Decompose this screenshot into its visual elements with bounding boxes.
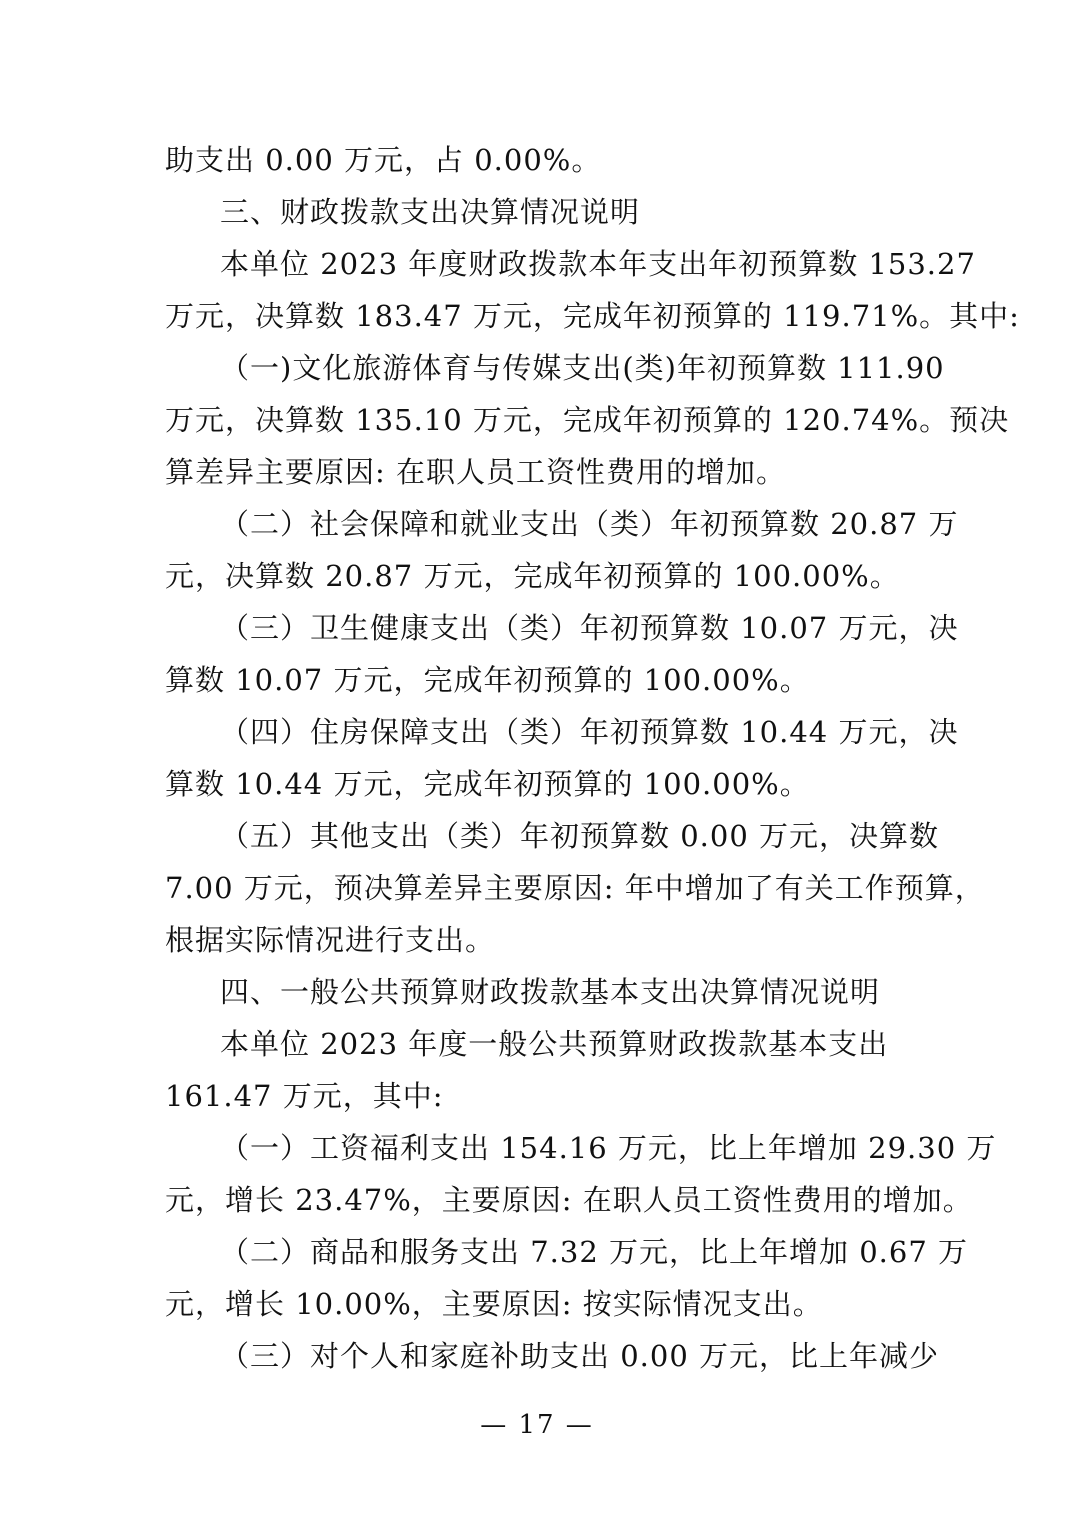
text-line-14: （五）其他支出（类）年初预算数 0.00 万元，决算数 [220, 819, 940, 853]
section-heading-3: 三、财政拨款支出决算情况说明 [220, 195, 641, 229]
text-line-19: 161.47 万元，其中: [165, 1079, 444, 1113]
text-line-6: 万元，决算数 135.10 万元，完成年初预算的 120.74%。预决 [165, 403, 1010, 437]
text-line-16: 根据实际情况进行支出。 [165, 923, 496, 957]
text-line-22: （二）商品和服务支出 7.32 万元，比上年增加 0.67 万 [220, 1235, 969, 1269]
page-number: — 17 — [480, 1410, 594, 1440]
text-line-4: 万元，决算数 183.47 万元，完成年初预算的 119.71%。其中: [165, 299, 1020, 333]
text-line-5: （一)文化旅游体育与传媒支出(类)年初预算数 111.90 [220, 351, 945, 385]
text-line-12: （四）住房保障支出（类）年初预算数 10.44 万元，决 [220, 715, 959, 749]
text-line-15: 7.00 万元，预决算差异主要原因: 年中增加了有关工作预算， [165, 871, 985, 905]
text-line-23: 元，增长 10.00%，主要原因: 按实际情况支出。 [165, 1287, 823, 1321]
text-line-10: （三）卫生健康支出（类）年初预算数 10.07 万元，决 [220, 611, 959, 645]
text-line-9: 元，决算数 20.87 万元，完成年初预算的 100.00%。 [165, 559, 900, 593]
text-line-20: （一）工资福利支出 154.16 万元，比上年增加 29.30 万 [220, 1131, 997, 1165]
section-heading-4: 四、一般公共预算财政拨款基本支出决算情况说明 [220, 975, 881, 1009]
text-line-7: 算差异主要原因: 在职人员工资性费用的增加。 [165, 455, 786, 489]
text-line-24: （三）对个人和家庭补助支出 0.00 万元，比上年减少 [220, 1339, 940, 1373]
text-line-13: 算数 10.44 万元，完成年初预算的 100.00%。 [165, 767, 810, 801]
text-line-11: 算数 10.07 万元，完成年初预算的 100.00%。 [165, 663, 810, 697]
text-line-1: 助支出 0.00 万元，占 0.00%。 [165, 143, 602, 177]
text-line-8: （二）社会保障和就业支出（类）年初预算数 20.87 万 [220, 507, 959, 541]
text-line-3: 本单位 2023 年度财政拨款本年支出年初预算数 153.27 [220, 247, 976, 281]
text-line-18: 本单位 2023 年度一般公共预算财政拨款基本支出 [220, 1027, 889, 1061]
text-line-21: 元，增长 23.47%，主要原因: 在职人员工资性费用的增加。 [165, 1183, 973, 1217]
